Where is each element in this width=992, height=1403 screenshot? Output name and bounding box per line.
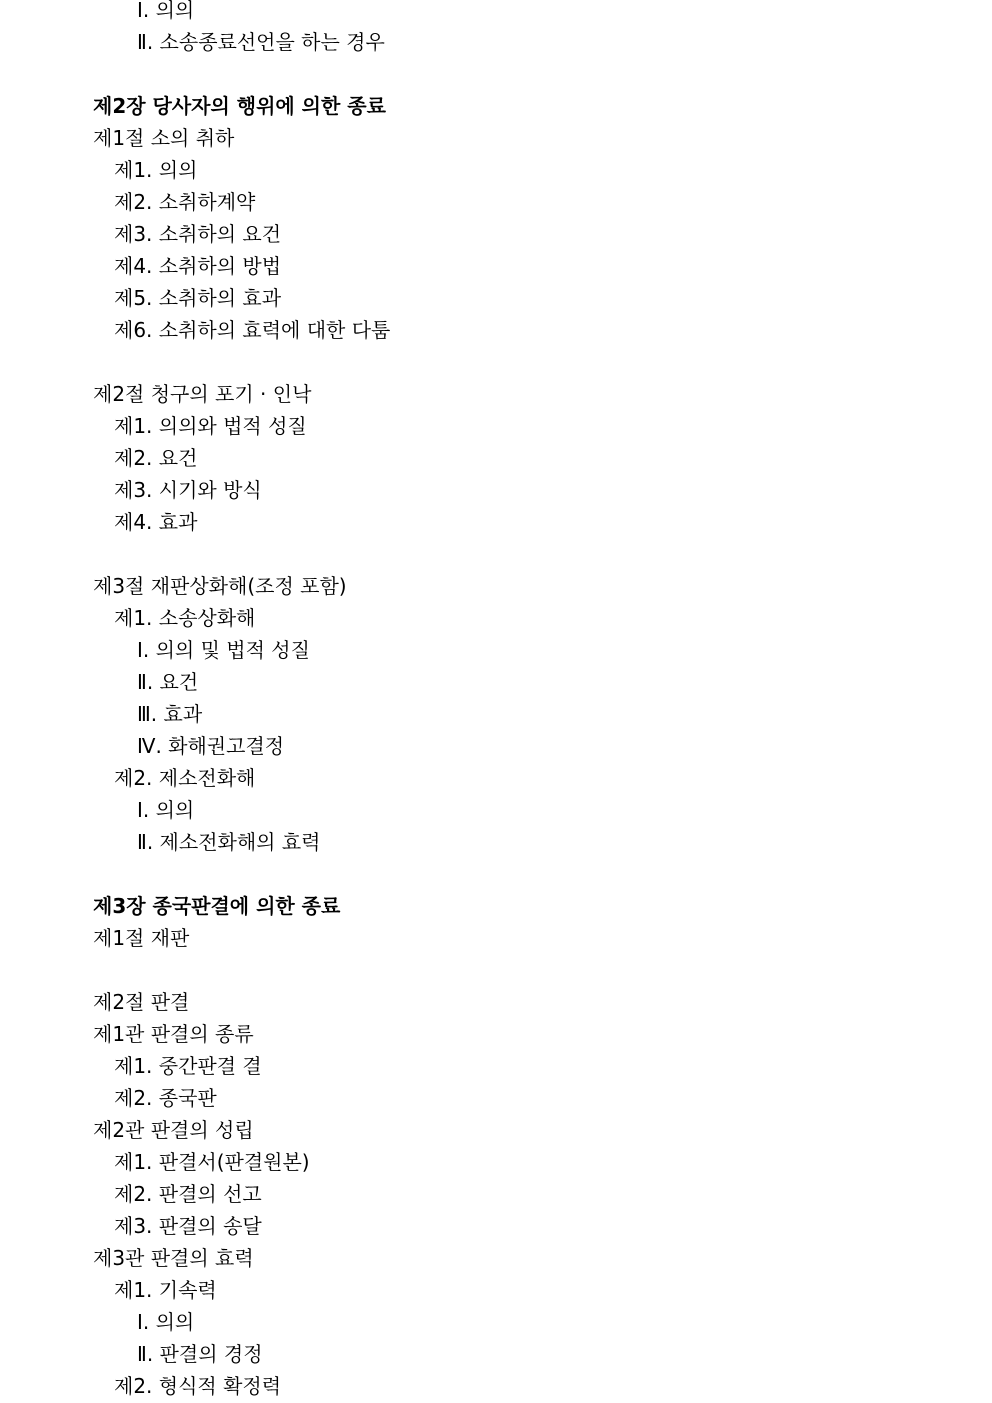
section-heading: 제2관 판결의 성립 bbox=[93, 1118, 254, 1142]
section-heading: 제2절 청구의 포기 · 인낙 bbox=[93, 382, 312, 406]
toc-entry: 제2. 소취하계약 bbox=[114, 190, 256, 214]
toc-entry: 제3. 소취하의 요건 bbox=[114, 222, 282, 246]
toc-entry: Ⅱ. 판결의 경정 bbox=[137, 1342, 263, 1366]
section-gap bbox=[93, 346, 973, 378]
toc-entry: 제2. 요건 bbox=[114, 446, 198, 470]
section-heading: 제3관 판결의 효력 bbox=[93, 1246, 254, 1270]
toc-entry: 제1. 중간판결 결 bbox=[114, 1054, 262, 1078]
toc-entry: Ⅲ. 효과 bbox=[137, 702, 203, 726]
toc-entry: Ⅰ. 의의 bbox=[137, 1310, 195, 1334]
section-gap bbox=[93, 954, 973, 986]
section-heading: 제3절 재판상화해(조정 포함) bbox=[93, 574, 347, 598]
toc-entry: 제2. 종국판 bbox=[114, 1086, 217, 1110]
toc-entry: Ⅱ. 제소전화해의 효력 bbox=[137, 830, 321, 854]
section-heading: 제2절 판결 bbox=[93, 990, 190, 1014]
section-heading: 제1절 소의 취하 bbox=[93, 126, 235, 150]
table-of-contents bbox=[93, 0, 973, 1402]
toc-entry: Ⅰ. 의의 bbox=[137, 0, 195, 22]
section-heading: 제1절 재판 bbox=[93, 926, 190, 950]
toc-entry: 제1. 의의 bbox=[114, 158, 198, 182]
toc-entry: 제3. 시기와 방식 bbox=[114, 478, 262, 502]
toc-entry: 제1. 기속력 bbox=[114, 1278, 217, 1302]
toc-entry: 제1. 소송상화해 bbox=[114, 606, 256, 630]
toc-entry: Ⅳ. 화해권고결정 bbox=[137, 734, 285, 758]
section-gap bbox=[93, 858, 973, 890]
chapter-heading: 제2장 당사자의 행위에 의한 종료 bbox=[93, 94, 386, 118]
toc-entry: 제3. 판결의 송달 bbox=[114, 1214, 262, 1238]
chapter-heading: 제3장 종국판결에 의한 종료 bbox=[93, 894, 341, 918]
toc-entry: 제5. 소취하의 효과 bbox=[114, 286, 282, 310]
toc-entry: 제1. 의의와 법적 성질 bbox=[114, 414, 307, 438]
section-gap bbox=[93, 58, 973, 90]
toc-entry: Ⅱ. 소송종료선언을 하는 경우 bbox=[137, 30, 385, 54]
toc-entry: 제2. 판결의 선고 bbox=[114, 1182, 262, 1206]
toc-entry: 제2. 형식적 확정력 bbox=[114, 1374, 282, 1398]
toc-entry: 제6. 소취하의 효력에 대한 다툼 bbox=[114, 318, 391, 342]
section-heading: 제1관 판결의 종류 bbox=[93, 1022, 254, 1046]
toc-entry: Ⅱ. 요건 bbox=[137, 670, 199, 694]
toc-entry: 제1. 판결서(판결원본) bbox=[114, 1150, 310, 1174]
toc-entry: Ⅰ. 의의 및 법적 성질 bbox=[137, 638, 310, 662]
toc-entry: 제2. 제소전화해 bbox=[114, 766, 256, 790]
section-gap bbox=[93, 538, 973, 570]
toc-entry: 제4. 효과 bbox=[114, 510, 198, 534]
toc-entry: Ⅰ. 의의 bbox=[137, 798, 195, 822]
toc-entry: 제4. 소취하의 방법 bbox=[114, 254, 282, 278]
